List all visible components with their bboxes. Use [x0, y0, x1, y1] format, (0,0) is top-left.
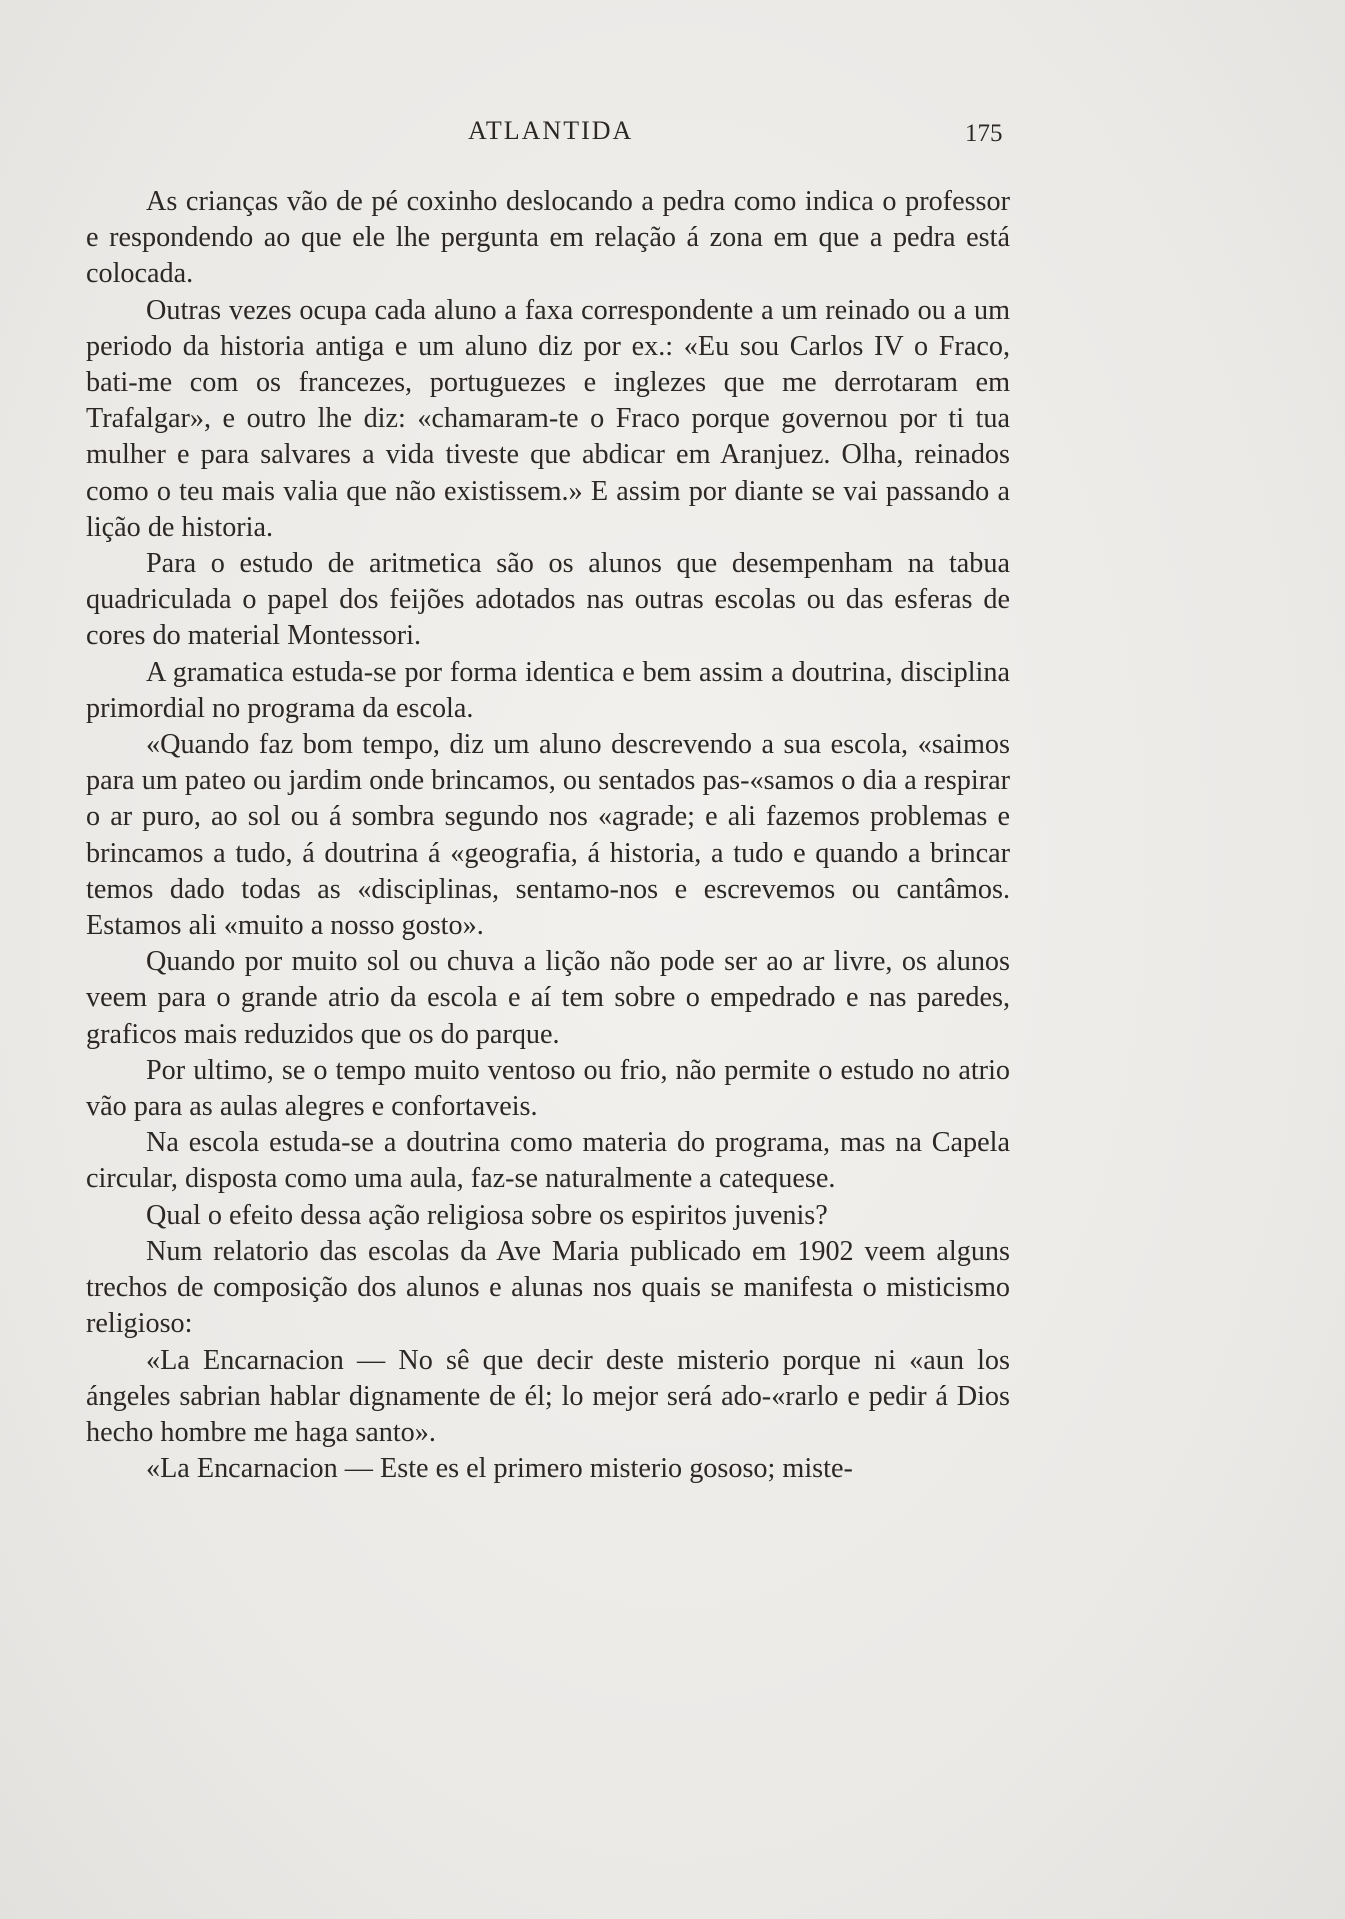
page-header	[0, 116, 1345, 156]
paragraph: «La Encarnacion — No sê que decir deste misterio porque ni «aun los ángeles sabrian hablar dignamente de él; lo mejor será ado-«rarlo e pedir á Dios hecho hombre me haga santo».	[86, 1344, 1010, 1448]
paragraph: Qual o efeito dessa ação religiosa sobre os espiritos juvenis?	[146, 1199, 828, 1231]
paragraph: A gramatica estuda-se por forma identica e bem assim a doutrina, disciplina primordial no programa da escola.	[86, 656, 1010, 724]
paragraph: As crianças vão de pé coxinho deslocando a pedra como indica o professor e respondendo ao que ele lhe pergunta em relação á zona em que a pedra está colocada.	[86, 186, 1010, 290]
paragraph: Outras vezes ocupa cada aluno a faxa correspondente a um reinado ou a um periodo da historia antiga e um aluno diz por ex.: «Eu sou Carlos IV o Fraco, bati-me com os francezes, portuguezes e inglezes que me derrotaram em Trafalgar», e outro lhe diz: «chamaram-te o Fraco porque governou por ti tua mulher e para salvares a vida tiveste que abdicar em Aranjuez. Olha, reinados como o teu mais valia que não existissem.» E assim por diante se vai passando a lição de historia.	[86, 294, 1010, 543]
paragraph: Num relatorio das escolas da Ave Maria publicado em 1902 veem alguns trechos de composição dos alunos e alunas nos quais se manifesta o misticismo religioso:	[86, 1235, 1010, 1340]
paragraph: Quando por muito sol ou chuva a lição não pode ser ao ar livre, os alunos veem para o grande atrio da escola e aí tem sobre o empedrado e nas paredes, graficos mais reduzidos que os do parque.	[86, 946, 1010, 1050]
paragraph: Por ultimo, se o tempo muito ventoso ou frio, não permite o estudo no atrio vão para as aulas alegres e confortaveis.	[86, 1054, 1010, 1123]
paragraph: «Quando faz bom tempo, diz um aluno descrevendo a sua escola, «saimos para um pateo ou jardim onde brincamos, ou sentados pas-«samos o dia a respirar o ar puro, ao sol ou á sombra segundo nos «agrade; e ali fazemos problemas e brincamos a tudo, á doutrina á «geografia, á historia, a tudo e quando a brincar temos dado todas as «disciplinas, sentamo-nos e escrevemos ou cantâmos. Estamos ali «muito a nosso gosto».	[86, 729, 1010, 942]
page-number: 175	[965, 120, 1003, 147]
paragraph: Para o estudo de aritmetica são os alunos que desempenham na tabua quadriculada o papel dos feijões adotados nas outras escolas ou das esferas de cores do material Montessori.	[86, 548, 1010, 652]
running-title: ATLANTIDA	[468, 116, 634, 145]
paragraph: Na escola estuda-se a doutrina como materia do programa, mas na Capela circular, disposta como uma aula, faz-se naturalmente a catequese.	[86, 1127, 1010, 1195]
paragraph: «La Encarnacion — Este es el primero misterio gososo; miste-	[146, 1453, 853, 1485]
body-text	[86, 184, 1010, 1487]
